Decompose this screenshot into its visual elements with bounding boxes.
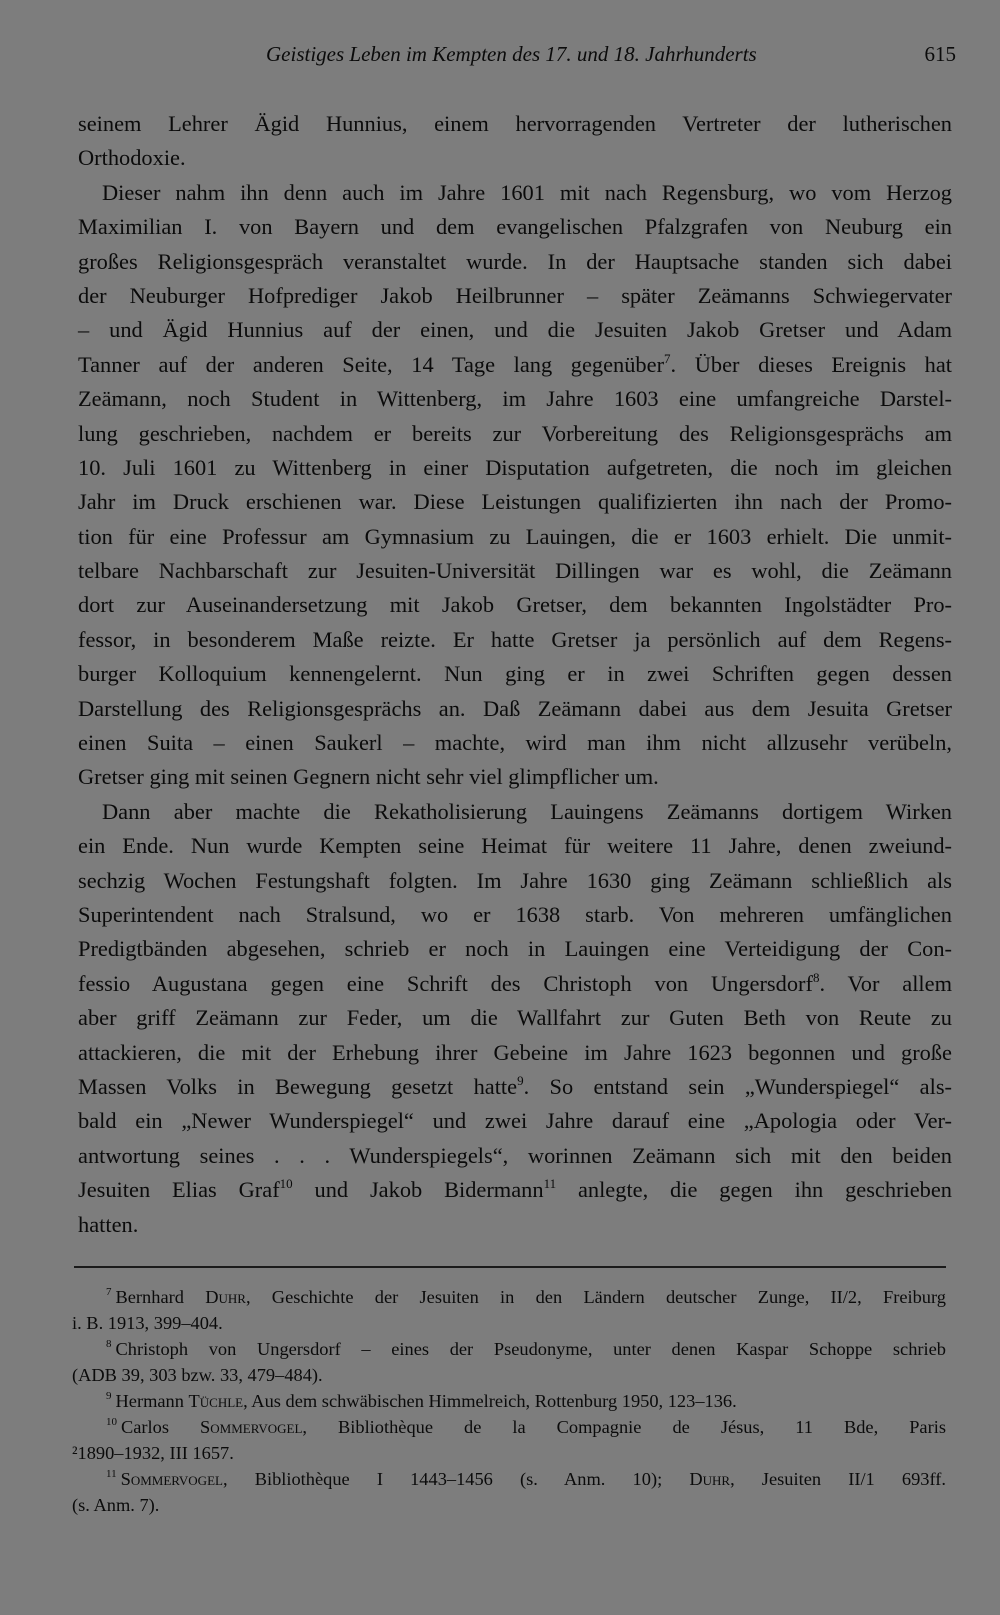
text-line [78, 1139, 952, 1173]
text-line [78, 829, 952, 863]
text-line [78, 348, 952, 382]
text-line [78, 313, 952, 347]
text-line [78, 210, 952, 244]
footnote-line [72, 1336, 946, 1362]
footnote-number: 10 [106, 1416, 117, 1428]
text-run: aber griff Zeämann zur Feder, um die Wallfahrt zur Guten Beth von Reute zu [78, 1005, 952, 1031]
footnote-ref: 8 [812, 969, 820, 985]
footnote [72, 1466, 946, 1518]
text-line [78, 1070, 952, 1104]
footnote [72, 1414, 946, 1466]
text-line [78, 1001, 952, 1035]
text-run: Dieser nahm ihn denn auch im Jahre 1601 mit nach Regensburg, wo vom Herzog [102, 179, 952, 205]
footnote-line [72, 1414, 946, 1440]
text-run: , Geschichte der Jesuiten in den Ländern deutscher Zunge, II/2, Freiburg [245, 1287, 946, 1307]
text-run: , Bibliothèque I 1443–1456 (s. Anm. 10); [222, 1469, 690, 1489]
author-name: Tüchle [188, 1391, 244, 1411]
text-run: Orthodoxie. [78, 145, 186, 171]
footnote-line [72, 1388, 946, 1414]
text-run: seinem Lehrer Ägid Hunnius, einem hervorragenden Vertreter der lutherischen [78, 111, 952, 136]
footnotes [72, 1284, 946, 1518]
footnote-separator [74, 1266, 946, 1268]
footnote [72, 1336, 946, 1388]
text-line [78, 417, 952, 451]
text-run: lung geschrieben, nachdem er bereits zur Vorbereitung des Religionsgesprächs am [78, 420, 952, 446]
text-run: Darstellung des Religionsgesprächs an. Daß Zeämann dabei aus dem Jesuita Gretser [78, 695, 952, 721]
text-line [78, 760, 952, 794]
footnote [72, 1284, 946, 1336]
author-name: Duhr [205, 1287, 246, 1307]
text-run: Christoph von Ungersdorf – eines der Pseudonyme, unter denen Kaspar Schoppe schrieb [115, 1339, 946, 1359]
text-run: großes Religionsgespräch veranstaltet wurde. In der Hauptsache standen sich dabei [78, 248, 952, 274]
text-run: dort zur Auseinandersetzung mit Jakob Gretser, dem bekannten Ingolstädter Pro- [78, 592, 952, 618]
text-run: fessio Augustana gegen eine Schrift des Christoph von Ungersdorf [78, 970, 813, 996]
text-line [78, 898, 952, 932]
text-run: antwortung seines . . . Wunderspiegels“, worinnen Zeämann sich mit den beiden [78, 1142, 952, 1168]
text-line [78, 932, 952, 966]
text-line [78, 795, 952, 829]
text-run: . Vor allem [819, 970, 952, 996]
page-number: 615 [924, 42, 956, 66]
text-run: einen Suita – einen Saukerl – machte, wird man ihm nicht allzusehr verübeln, [78, 730, 952, 756]
text-run: ein Ende. Nun wurde Kempten seine Heimat für weitere 11 Jahre, denen zweiund- [78, 833, 952, 859]
text-run: der Neuburger Hofprediger Jakob Heilbrunner – später Zeämanns Schwiegervater [78, 282, 952, 308]
footnote-ref: 9 [517, 1072, 524, 1088]
footnote-number: 8 [106, 1338, 112, 1350]
text-line [78, 1173, 952, 1207]
text-run: , Aus dem schwäbischen Himmelreich, Rottenburg 1950, 123–136. [243, 1391, 737, 1411]
author-name: Sommervogel [120, 1469, 223, 1489]
text-run: . Über dieses Ereignis hat [670, 351, 952, 377]
text-run: Bernhard [115, 1287, 206, 1307]
text-run: telbare Nachbarschaft zur Jesuiten-Universität Dillingen war es wohl, die Zeämann [78, 558, 952, 584]
footnote-line [72, 1466, 946, 1492]
text-line [78, 1208, 952, 1242]
text-run: , Jesuiten II/1 693ff. [730, 1469, 946, 1489]
footnote-ref: 7 [664, 350, 671, 366]
text-run: Jesuiten Elias Graf [78, 1177, 280, 1203]
text-run: anlegte, die gegen ihn geschrieben [556, 1177, 952, 1203]
text-line [78, 141, 952, 175]
text-line [78, 588, 952, 622]
author-name: Duhr [689, 1469, 731, 1489]
text-run: , Bibliothèque de la Compagnie de Jésus, 11 Bde, Paris [302, 1417, 946, 1437]
footnote-number: 7 [106, 1286, 112, 1298]
text-run: tion für eine Professur am Gymnasium zu Lauingen, die er 1603 erhielt. Die unmit- [78, 523, 952, 549]
footnote-line [72, 1310, 946, 1336]
text-run: Massen Volks in Bewegung gesetzt hatte [78, 1073, 518, 1099]
text-run: Dann aber machte die Rekatholisierung Lauingens Zeämanns dortigem Wirken [102, 798, 952, 824]
text-run: Hermann [115, 1391, 189, 1411]
text-run: – und Ägid Hunnius auf der einen, und die Jesuiten Jakob Gretser und Adam [78, 317, 952, 343]
text-run: ²1890–1932, III 1657. [72, 1443, 234, 1463]
text-line [78, 726, 952, 760]
text-run: sechzig Wochen Festungshaft folgten. Im Jahre 1630 ging Zeämann schließlich als [78, 867, 952, 893]
text-line [78, 485, 952, 519]
text-line [78, 382, 952, 416]
text-line [78, 107, 952, 141]
text-line [78, 967, 952, 1001]
author-name: Sommervogel [200, 1417, 303, 1437]
text-line [78, 451, 952, 485]
text-run: bald ein „Newer Wunderspiegel“ und zwei Jahre darauf eine „Apologia oder Ver- [78, 1108, 952, 1134]
footnote-ref: 10 [279, 1176, 293, 1192]
footnote-line [72, 1440, 946, 1466]
footnote-number: 11 [106, 1468, 117, 1480]
text-run: Superintendent nach Stralsund, wo er 1638 starb. Von mehreren umfänglichen [78, 901, 952, 927]
text-run: . So entstand sein „Wunderspiegel“ als- [523, 1073, 952, 1099]
paragraph [78, 795, 952, 1242]
text-line [78, 864, 952, 898]
text-line [78, 279, 952, 313]
text-line [78, 554, 952, 588]
footnote-line [72, 1492, 946, 1518]
body-text [78, 107, 952, 1242]
paragraph [78, 107, 952, 176]
text-run: i. B. 1913, 399–404. [72, 1313, 223, 1333]
text-run: 10. Juli 1601 zu Wittenberg in einer Disputation aufgetreten, die noch im gleichen [78, 454, 952, 480]
text-line [78, 520, 952, 554]
footnote-line [72, 1362, 946, 1388]
text-run: (s. Anm. 7). [72, 1495, 160, 1515]
text-line [78, 245, 952, 279]
text-line [78, 176, 952, 210]
text-run: fessor, in besonderem Maße reizte. Er hatte Gretser ja persönlich auf dem Regens- [78, 626, 952, 652]
text-line [78, 657, 952, 691]
text-run: attackieren, die mit der Erhebung ihrer Gebeine im Jahre 1623 begonnen und große [78, 1039, 952, 1065]
running-title: Geistiges Leben im Kempten des 17. und 18. Jahrhunderts [266, 42, 757, 66]
text-line [78, 692, 952, 726]
footnote-line [72, 1284, 946, 1310]
running-header [0, 42, 1000, 72]
footnote-number: 9 [106, 1390, 112, 1402]
text-line [78, 1036, 952, 1070]
text-run: burger Kolloquium kennengelernt. Nun ging er in zwei Schriften gegen dessen [78, 661, 952, 687]
text-run: Carlos [121, 1417, 201, 1437]
text-run: Jahr im Druck erschienen war. Diese Leistungen qualifizierten ihn nach der Promo- [78, 489, 952, 515]
text-run: (ADB 39, 303 bzw. 33, 479–484). [72, 1365, 323, 1385]
text-run: hatten. [78, 1211, 139, 1237]
text-line [78, 1104, 952, 1138]
text-run: und Jakob Bidermann [292, 1177, 544, 1203]
text-run: Gretser ging mit seinen Gegnern nicht sehr viel glimpflicher um. [78, 764, 659, 790]
paragraph [78, 176, 952, 795]
footnote [72, 1388, 946, 1414]
footnote-ref: 11 [543, 1176, 557, 1192]
text-run: Maximilian I. von Bayern und dem evangelischen Pfalzgrafen von Neuburg ein [78, 214, 952, 240]
text-run: Tanner auf der anderen Seite, 14 Tage lang gegenüber [78, 351, 665, 377]
text-run: Predigtbänden abgesehen, schrieb er noch in Lauingen eine Verteidigung der Con- [78, 936, 952, 962]
text-line [78, 623, 952, 657]
text-run: Zeämann, noch Student in Wittenberg, im Jahre 1603 eine umfangreiche Darstel- [78, 386, 952, 412]
